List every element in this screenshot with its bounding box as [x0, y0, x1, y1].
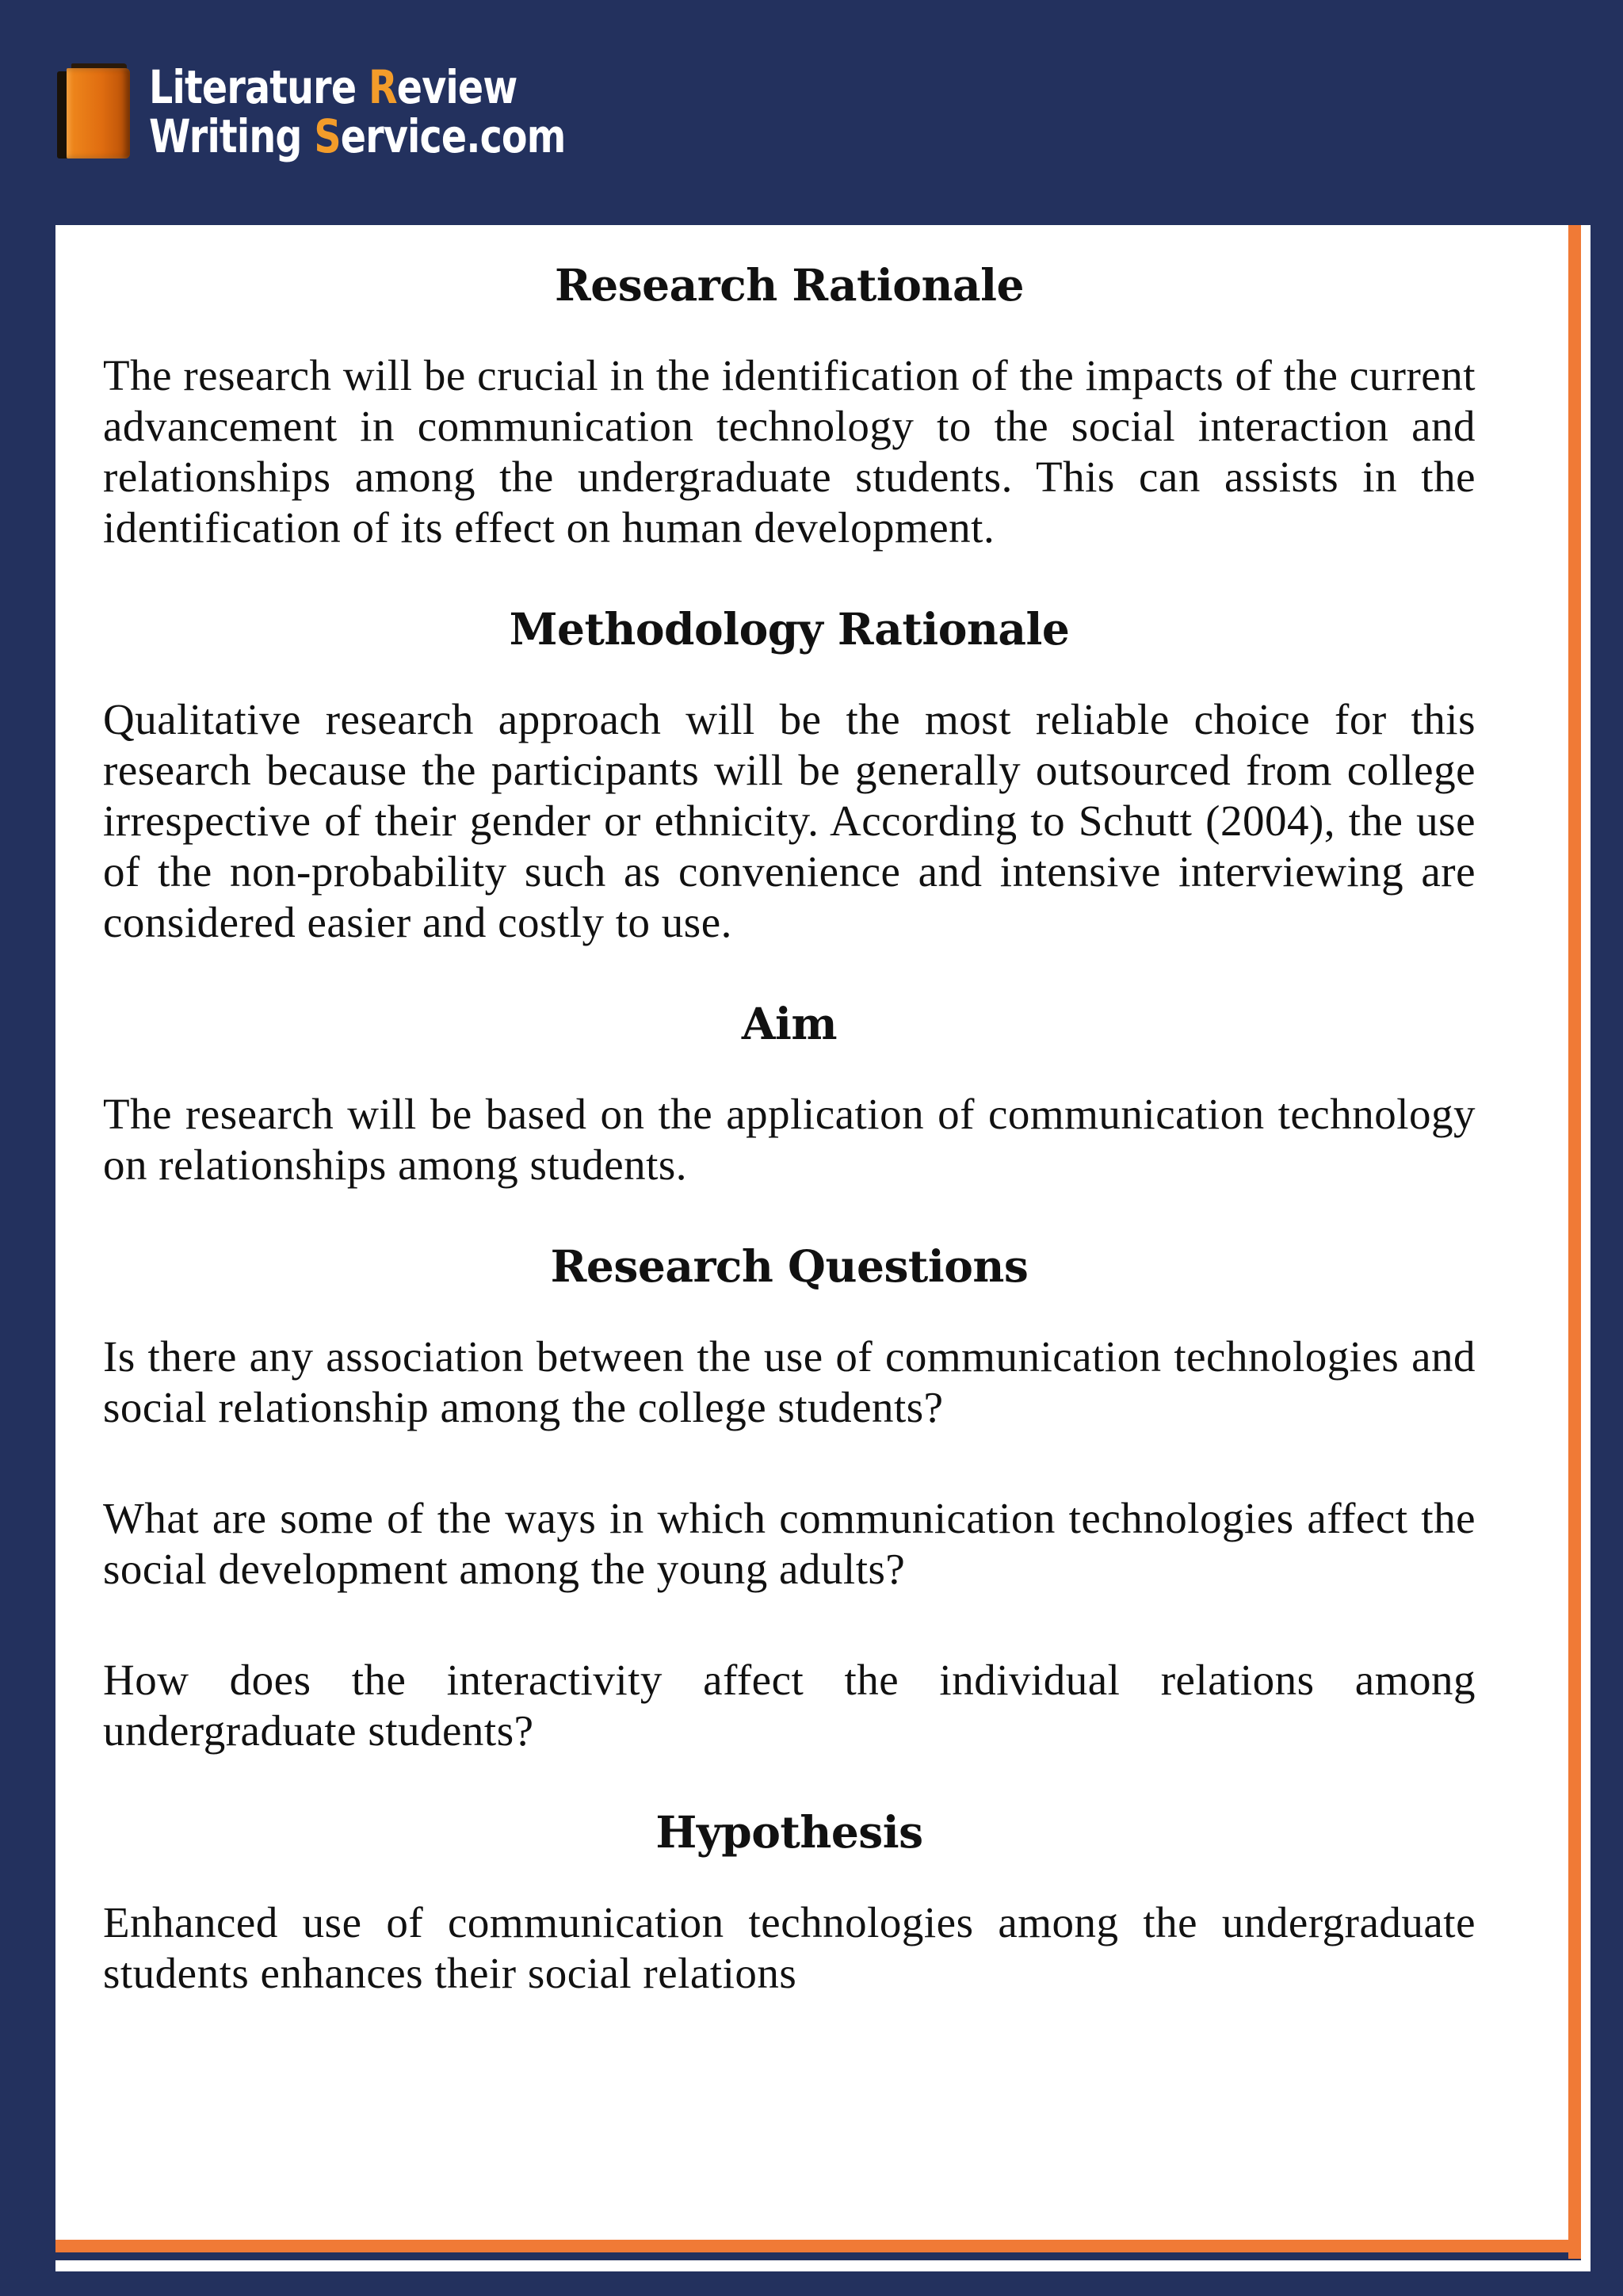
white-border-bottom [55, 2260, 1591, 2271]
logo-wordmark [149, 60, 657, 163]
heading-methodology-rationale: Methodology Rationale [509, 603, 1070, 655]
heading-research-rationale: Research Rationale [555, 259, 1024, 311]
orange-border-right [1568, 225, 1581, 2259]
document-content [103, 238, 1476, 1999]
research-question-3: How does the interactivity affect the individual relations among undergraduate students? [103, 1656, 1476, 1755]
site-logo[interactable] [57, 62, 657, 162]
book-icon [57, 62, 133, 162]
paragraph-research-rationale: The research will be crucial in the identification of the impacts of the current advancement in communication technology to the social interaction and relationships among the undergraduate students. This can assists in the identification of its effect on human development. [103, 351, 1476, 552]
paragraph-aim: The research will be based on the application of communication technology on relationships among students. [103, 1090, 1476, 1189]
paragraph-hypothesis: Enhanced use of communication technologies among the undergraduate students enhances their social relations [103, 1898, 1476, 1997]
heading-aim: Aim [741, 998, 838, 1049]
research-question-1: Is there any association between the use of communication technologies and social relationship among the college students? [103, 1332, 1476, 1431]
research-question-2: What are some of the ways in which communication technologies affect the social development among the young adults? [103, 1494, 1476, 1593]
logo-line-2: Writing Service.com [149, 109, 566, 163]
orange-border-bottom [55, 2240, 1581, 2252]
paragraph-methodology-rationale: Qualitative research approach will be the most reliable choice for this research because the participants will be generally outsourced from college irrespective of their gender or ethnicity. According to Schutt (2004), the use of the non-probability such as convenience and intensive interviewing are considered easier and costly to use. [103, 695, 1476, 946]
white-border-right [1581, 225, 1591, 2268]
heading-hypothesis: Hypothesis [655, 1806, 923, 1858]
logo-line-1: Literature Review [149, 60, 517, 114]
heading-research-questions: Research Questions [550, 1240, 1029, 1292]
header-banner [0, 0, 1623, 225]
